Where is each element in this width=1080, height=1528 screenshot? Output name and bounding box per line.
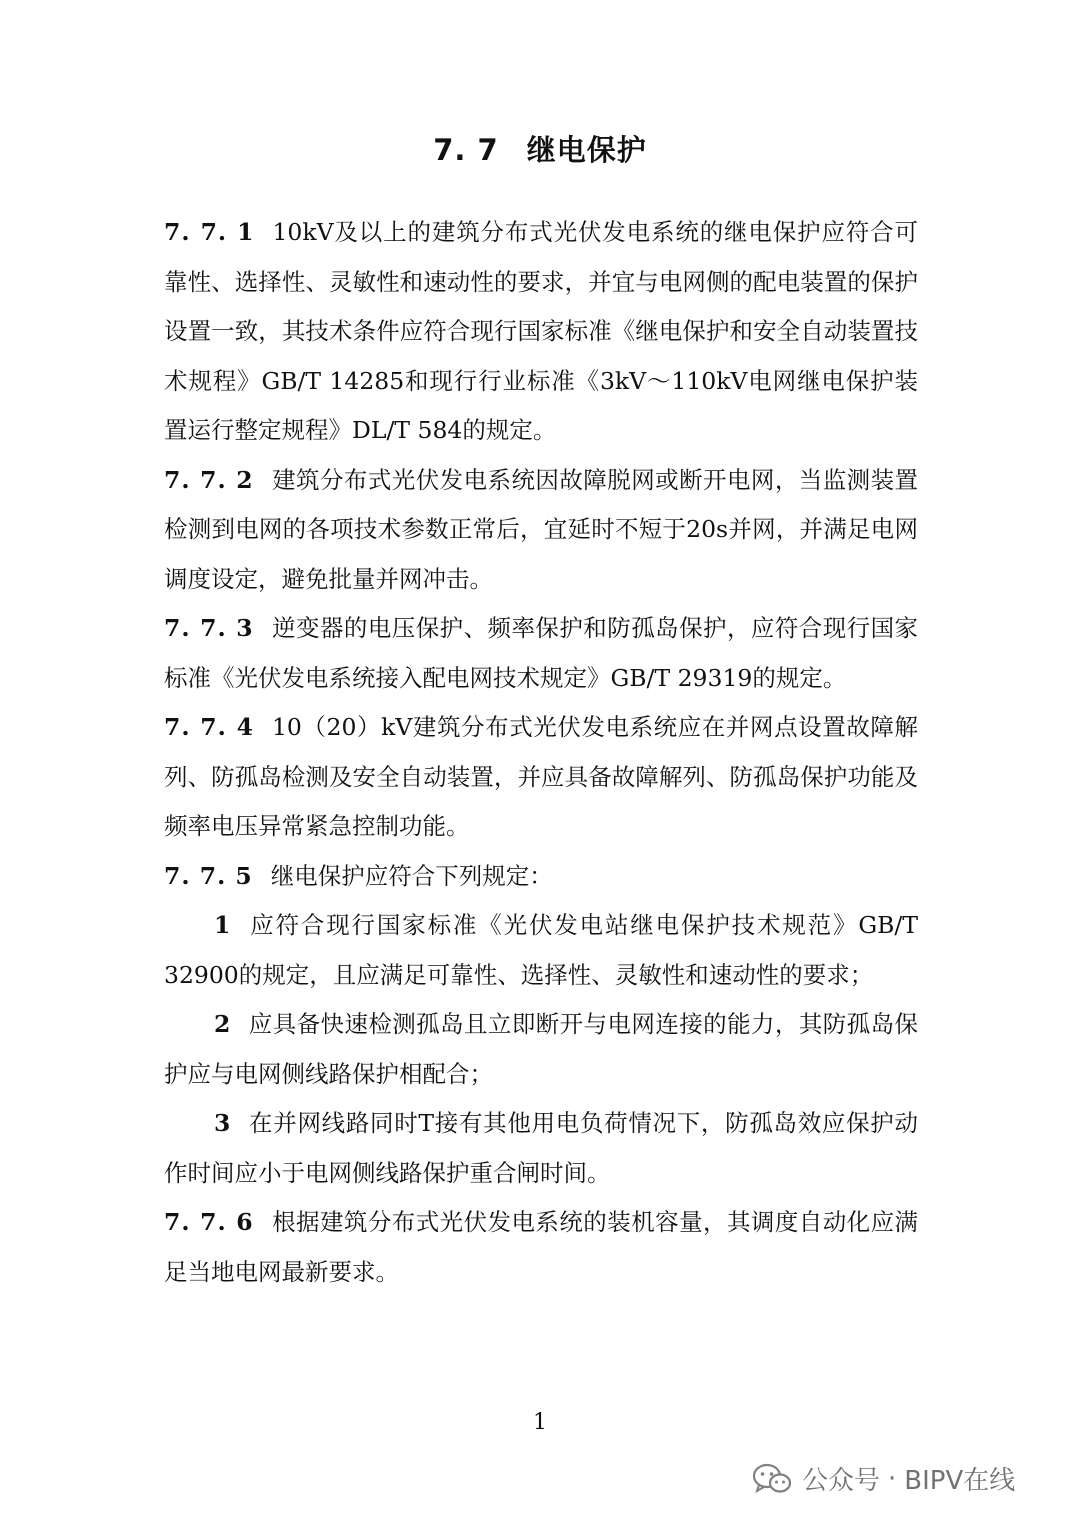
clause-text: 建筑分布式光伏发电系统因故障脱网或断开电网，当监测装置检测到电网的各项技术参数正常后，宜延时不短于20s并网，并满足电网调度设定，避免批量并网冲击。: [164, 465, 919, 593]
clause-number: 7. 7. 6: [164, 1208, 254, 1236]
clause-7-7-6: [164, 1198, 918, 1297]
clause-text: 继电保护应符合下列规定：: [270, 861, 553, 890]
clause-text: 10kV及以上的建筑分布式光伏发电系统的继电保护应符合可靠性、选择性、灵敏性和速动性的要求，并宜与电网侧的配电装置的保护设置一致，其技术条件应符合现行国家标准《继电保护和安全自动装置技术规程》GB/T 14285和现行行业标准《3kV～110kV电网继电保护装置运行整定规程》DL/T 584的规定。: [164, 218, 918, 444]
wechat-icon: [752, 1462, 792, 1496]
clause-7-7-5: [164, 852, 918, 902]
item-number: 2: [214, 1010, 231, 1038]
clause-7-7-1: [164, 208, 918, 456]
body-text: [164, 208, 918, 1297]
clause-7-7-4: [164, 703, 918, 852]
watermark-name: BIPV在线: [904, 1466, 1016, 1496]
watermark-prefix: 公众号: [802, 1466, 881, 1496]
clause-text: 逆变器的电压保护、频率保护和防孤岛保护，应符合现行国家标准《光伏发电系统接入配电网技术规定》GB/T 29319的规定。: [164, 614, 919, 692]
clause-number: 7. 7. 3: [164, 614, 254, 642]
clause-number: 7. 7. 2: [164, 465, 254, 494]
section-number: 7. 7: [433, 133, 499, 167]
list-item-3: [164, 1099, 918, 1198]
page-number: 1: [533, 1410, 547, 1435]
clause-text: 根据建筑分布式光伏发电系统的装机容量，其调度自动化应满足当地电网最新要求。: [164, 1208, 919, 1286]
item-number: 1: [214, 911, 231, 939]
list-item-2: [164, 1000, 918, 1099]
watermark-separator: ·: [888, 1463, 897, 1494]
clause-7-7-3: [164, 604, 918, 703]
clause-7-7-2: [164, 456, 918, 605]
item-text: 应符合现行国家标准《光伏发电站继电保护技术规范》GB/T 32900的规定，且应满足可靠性、选择性、灵敏性和速动性的要求；: [164, 911, 918, 989]
list-item-1: [164, 901, 918, 1000]
item-number: 3: [214, 1109, 231, 1137]
wechat-watermark: [752, 1460, 1015, 1497]
section-title: [0, 128, 1080, 169]
section-title-text: 继电保护: [526, 133, 647, 167]
clause-number: 7. 7. 5: [164, 861, 253, 890]
clause-text: 10（20）kV建筑分布式光伏发电系统应在并网点设置故障解列、防孤岛检测及安全自动装置，并应具备故障解列、防孤岛保护功能及频率电压异常紧急控制功能。: [164, 713, 918, 840]
item-text: 在并网线路同时T接有其他用电负荷情况下，防孤岛效应保护动作时间应小于电网侧线路保护重合闸时间。: [164, 1109, 918, 1187]
item-text: 应具备快速检测孤岛且立即断开与电网连接的能力，其防孤岛保护应与电网侧线路保护相配合；: [164, 1010, 918, 1088]
clause-number: 7. 7. 1: [164, 218, 255, 246]
clause-number: 7. 7. 4: [164, 713, 254, 741]
